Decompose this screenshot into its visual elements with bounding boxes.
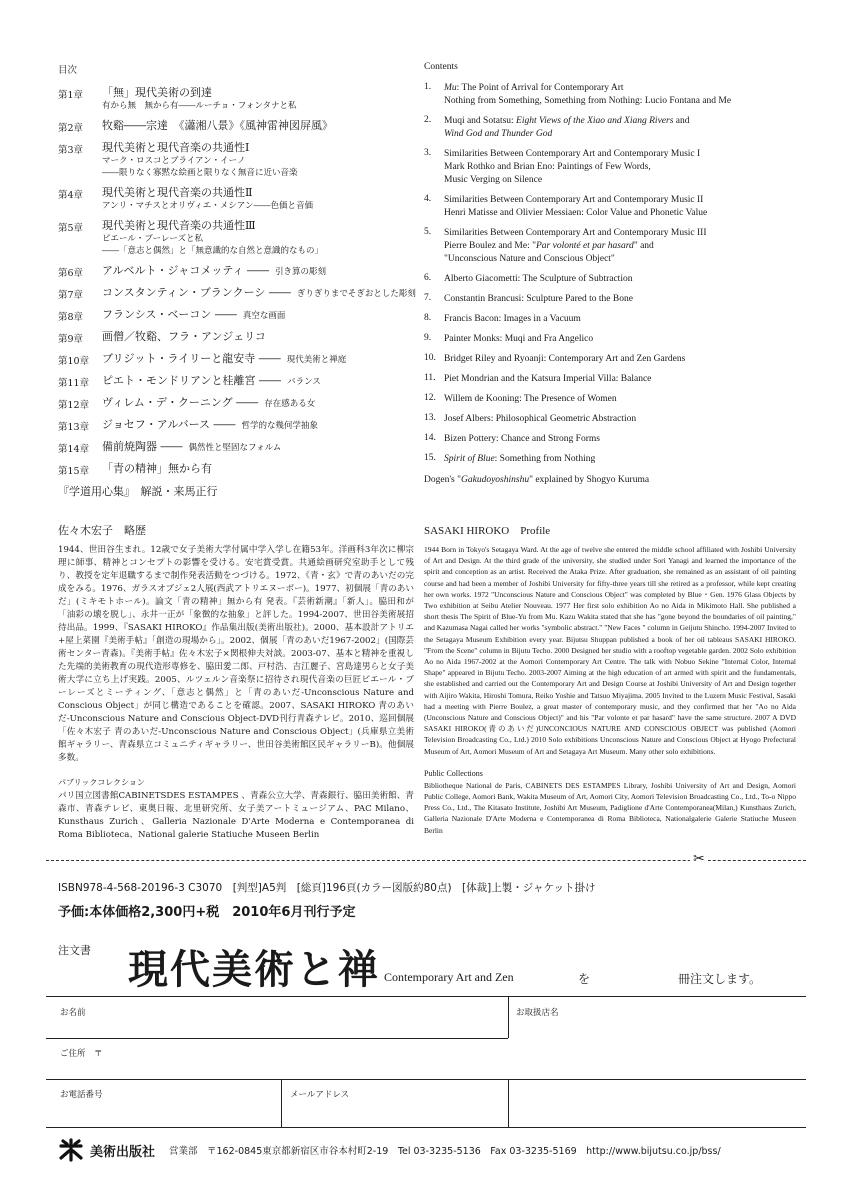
toc-ja-chapter-title: [102, 119, 418, 133]
toc-en-closing-title: Gakudoyoshinshu: [461, 475, 530, 485]
toc-ja-entry: [58, 86, 418, 112]
profile-ja-text: 1944、世田谷生まれ。12歳で女子美術大学付属中学入学し在籍53年。洋画科3年次に柳宗理に師事、精神とコンセプトの影響を受ける。安宅賞受賞。共通絵画研究室助手として残り、教授を定年退職するまで制作発表活動をつづける。1972、《青・玄》で青のあいだの完成をみる。1976、ガラスオブジェ2人展(西武アトリエヌーボー)。1977、初個展「青のあいだ」(ミキモトホール)。論文「青の精神」無から有 発表。『芸術新潮』「新人」。脇田和が「油彩の壊を脱し」、永井一正が「象徴的な抽象」と評した。1994-2007、世田谷美術展招待出品。1999、『SASAKI HIROKO』作品集出版(美術出版社)。2000、基本設計アトリエ+屋上菜園『美術手帖』「創造の現場から」。2002、個展「青のあいだ1967-2002」(国際芸術センター青森)。『美術手帖』佐々木宏子×関根伸夫対談。2003-07、基本と精神を重視した先端的美術教育の現代造形専修を、脇田愛二郎、戸村浩、吉江麗子、宮島達男らと女子美術大学に立ち上げ実践。2005、ルツェルン音楽祭に招待され現代音楽の巨匠ピエール・ブーレーズとミーティング、「意志と偶然」と「青のあいだ-Unconscious Nature and Conscious Object」が同じ構造であることを確認。2007、SASAKI HIROKO 青のあいだ-Unconscious Nature and Conscious Object-DVD刊行青森テレビ。2010、巡回個展「佐々木宏子 青のあいだ-Unconscious Nature and Conscious Object」(兵庫県立美術館ギャラリー、青森県立コミュニティギャラリー、世田谷美術館区民ギャラリーB)。他個展多数。: [58, 545, 414, 763]
publisher-footer: [58, 1138, 721, 1162]
toc-en-text: " and: [633, 241, 654, 251]
toc-en-line: [444, 194, 804, 207]
toc-ja-chapter-number: 第7章: [58, 290, 84, 301]
toc-ja-chapter-number: 第1章: [58, 90, 84, 101]
price-line: 予価:本体価格2,300円+税 2010年6月刊行予定: [58, 905, 356, 920]
toc-ja-chapter-number: 第10章: [58, 356, 90, 367]
toc-ja-chapter-title: [102, 186, 418, 200]
collection-en-text: Bibliotheque National de Paris, CABINETS DES ESTAMPES Library, Joshibi University of Art and Design, Aomori Public College, Aomori Bank, Wakita Museum of Art, Aomori City, Aomori Television Broadcasting Co., Ltd., To-o Nippo Press Co., Ltd., The Kitasato Institute, Joshibi Art Museum, Padiglione d'Arte Contemporanea(Milan,) Kunsthaus Zurich, Galleria Nazionale D'Arte Moderna e Contemporanea di Roma Biblioteca, Nationalgalerie Galerie Statiuche Museen Berlin: [424, 780, 796, 835]
toc-en-chapter-number: 7.: [424, 293, 432, 303]
toc-ja-chapter-number: 第2章: [58, 123, 84, 134]
toc-en-line: [444, 227, 804, 240]
toc-en-chapter-number: 10.: [424, 353, 436, 363]
toc-ja-chapter-subtitle: 現代美術と禅庭: [286, 355, 347, 365]
toc-ja-chapter-number: 第15章: [58, 466, 90, 477]
toc-ja-entry: [58, 219, 418, 257]
toc-en-line: [444, 161, 804, 174]
toc-en-text: Painter Monks: Muqi and Fra Angelico: [444, 334, 594, 344]
toc-en-entry: [424, 313, 804, 326]
toc-en-text: Mu: [444, 83, 457, 93]
toc-ja-chapter-title: [102, 396, 418, 411]
toc-en-line: [444, 453, 804, 466]
toc-ja-chapter-subtitle: マーク・ロスコとブライアン・イーノ: [102, 156, 246, 166]
toc-en-text: Wind God and Thunder God: [444, 129, 553, 139]
toc-en-entry: [424, 393, 804, 406]
toc-en-closing: [424, 474, 804, 487]
toc-ja-chapter-title-text: フランシス・ベーコン ――: [102, 308, 237, 321]
toc-en-entry: [424, 148, 804, 187]
profile-en-text: 1944 Born in Tokyo's Setagaya Ward. At the age of twelve she entered the middle school affiliated with Joshibi University of Art and Design. At the third grade of the university, she studied under Sori Yanagi and learned the importance of the spirit and conception as an artist. Received the Ataka Prize. After graduation, she remained as an assistant of oil painting course and had been a member of Joshibi University for fifty-three years till she retired as a professor, while kept creating her own works. 1972 "Unconscious Nature and Conscious Object" was completed by Blue・Gen. 1976 Glass Objects by Two exhibition at Seibu Atelier Nouveau. 1977 Her first solo exhibition Ao no Aida in Mikimoto Hall. She published a short thesis The Spirit of Blue-Yu from Mu. Kazu Wakita stated that she has "gone beyond the boundaries of oil painting," and Kazumasa Nagai called her works "symbolic abstract." "New Faces " column in Geijutu Shincho. 1994-2007 Invited to the Setagaya Museum Exhibition every year. Bijutsu Shuppan published a book of her oil tableaus SASAKI HIROKO. "From the Scene" column in Bijutu Techo. 2000 Designed her studio with a rooftop vegetable garden. 2002 Solo exhibition Ao no Aida 1967-2002 at the Aomori Contemporary Art Centre. The talk with Nobuo Sekine "Internal Color, Internal Shape" appeared in Bijutu Techo. 2003-2007 Aiming at the high education of art armed with spirit and the fundamentals, she established and carried out the Contemporary Art and Design Course at Joshibi University of Art and Design together with Aijiro Wakita, Hiroshi Tomura, Reiko Yoshie and Tatsuo Miyajima. 2005 Invited to the Luzern Music Festival, Sasaki had a meeting with Pierre Boulez, a great master of contemporary music, and they confirmed that her "Ao no Aida (Unconscious Nature and Conscious Object)" and his "Par volonte et par hasard" have the same structure. 2007 A DVD SASAKI HIROKO(青のあいだ)UNCONCIOUS NATURE AND CONSCIOUS OBJECT was published (Aomori Television Broadcasting Co., Ltd.) 2010 Solo exhibitions Unconscious Nature and Conscious Object at Hyogo Prefectural Museum of Art, Aomori Museum of Art and Setagaya Art Museum. Many other solo exhibitions.: [424, 545, 796, 756]
toc-ja-chapter-number: 第8章: [58, 312, 84, 323]
toc-ja-chapter-subtitle: 偶然性と堅固なフォルム: [188, 443, 282, 453]
toc-ja-entry: [58, 141, 418, 179]
toc-en-text: Francis Bacon: Images in a Vacuum: [444, 314, 581, 324]
toc-ja-entry: [58, 330, 418, 345]
phone-field[interactable]: お電話番号: [60, 1090, 103, 1100]
toc-en-text: Par volonté et par hasard: [536, 241, 634, 251]
toc-ja-entry: [58, 418, 418, 433]
toc-en-text: Nothing from Something, Something from Nothing: Lucio Fontana and Me: [444, 96, 732, 106]
toc-ja-chapter-title-text: 現代美術と現代音楽の共通性Ⅲ: [102, 219, 256, 232]
toc-en-line: [444, 115, 804, 128]
toc-en-line: [444, 240, 804, 253]
order-form-label: 注文書: [58, 944, 91, 957]
toc-en-line: [444, 253, 804, 266]
toc-en-entry: [424, 353, 804, 366]
toc-en-line: [444, 82, 804, 95]
toc-ja-entry: [58, 374, 418, 389]
name-field[interactable]: お名前: [60, 1008, 86, 1018]
toc-en-chapter-number: 9.: [424, 333, 432, 343]
toc-en-line: [444, 148, 804, 161]
shop-name-field[interactable]: お取扱店名: [516, 1008, 559, 1018]
toc-en-text: and: [673, 116, 690, 126]
toc-en-chapter-number: 13.: [424, 413, 436, 423]
toc-ja-chapter-title-text: 備前焼陶器 ――: [102, 440, 183, 453]
toc-ja-chapter-title: [102, 418, 418, 433]
toc-ja-entry: [58, 308, 418, 323]
toc-ja-chapter-title-text: 牧谿――宗達 《瀟湘八景》《風神雷神図屏風》: [102, 119, 333, 132]
toc-en-chapter-number: 2.: [424, 115, 432, 125]
toc-en-text: Similarities Between Contemporary Art and Contemporary Music II: [444, 195, 704, 205]
email-field[interactable]: メールアドレス: [290, 1090, 350, 1100]
toc-ja-chapter-subtitle: ぎりぎりまでそぎおとした彫刻: [296, 289, 416, 299]
toc-en-chapter-number: 3.: [424, 148, 432, 158]
scissors-icon: ✂: [690, 851, 708, 867]
toc-ja-heading: 目次: [58, 65, 78, 76]
toc-ja-entry: [58, 119, 418, 134]
toc-ja-entry: [58, 352, 418, 367]
book-title: 現代美術と禅: [128, 946, 380, 993]
toc-en-line: [444, 413, 804, 426]
toc-ja-chapter-title: [102, 352, 418, 367]
toc-ja-chapter-title-text: 「無」現代美術の到達: [102, 86, 212, 99]
form-divider: [281, 1079, 282, 1127]
toc-en-chapter-number: 6.: [424, 273, 432, 283]
toc-en-entry: [424, 227, 804, 266]
toc-ja-chapter-subtitle: ――限りなく寡黙な絵画と限りなく無音に近い音楽: [102, 168, 298, 178]
profile-english: [424, 522, 796, 836]
profile-en-heading: SASAKI HIROKO Profile: [424, 525, 551, 537]
toc-en-chapter-number: 1.: [424, 82, 432, 92]
toc-ja-chapter-subtitle: アンリ・マチスとオリヴィエ・メシアン――色価と音価: [102, 201, 313, 211]
toc-ja-chapter-title: [102, 374, 418, 389]
toc-ja-chapter-title: [102, 141, 418, 155]
address-field[interactable]: ご住所 〒: [60, 1049, 103, 1059]
toc-en-chapter-number: 12.: [424, 393, 436, 403]
toc-ja-chapter-subtitle: ピエール・ブーレーズと私: [102, 234, 203, 244]
toc-en-text: Willem de Kooning: The Presence of Women: [444, 394, 617, 404]
toc-ja-chapter-number: 第9章: [58, 334, 84, 345]
toc-en-text: Spirit of Blue: [444, 454, 495, 464]
toc-ja-entry: [58, 440, 418, 455]
toc-en-text: Bizen Pottery: Chance and Strong Forms: [444, 434, 600, 444]
toc-ja-chapter-title: [102, 86, 418, 100]
toc-ja-chapter-title: [102, 462, 418, 476]
toc-ja-chapter-title-text: ブリジット・ライリーと龍安寺 ――: [102, 352, 281, 365]
toc-ja-chapter-subtitle: バランス: [287, 377, 321, 387]
toc-en-entry: [424, 273, 804, 286]
toc-japanese: [58, 62, 418, 499]
order-particle: を: [578, 972, 591, 986]
toc-en-text: Eight Views of the Xiao and Xiang Rivers: [516, 116, 674, 126]
toc-ja-chapter-number: 第14章: [58, 444, 90, 455]
toc-ja-chapter-title-text: 現代美術と現代音楽の共通性Ⅰ: [102, 141, 250, 154]
toc-ja-chapter-number: 第4章: [58, 190, 84, 201]
toc-en-line: [444, 273, 804, 286]
profile-ja-heading: 佐々木宏子 略歴: [58, 524, 146, 537]
collection-ja-heading: パブリックコレクション: [58, 778, 145, 787]
toc-ja-chapter-title-text: ピエト・モンドリアンと桂離宮 ――: [102, 374, 282, 387]
toc-en-heading: Contents: [424, 62, 458, 72]
toc-en-closing-a: Dogen's ": [424, 475, 461, 485]
toc-en-text: Henri Matisse and Olivier Messiaen: Color Value and Phonetic Value: [444, 208, 708, 218]
toc-ja-chapter-title: [102, 330, 418, 344]
toc-ja-chapter-title-text: 現代美術と現代音楽の共通性Ⅱ: [102, 186, 253, 199]
toc-ja-chapter-number: 第5章: [58, 223, 84, 234]
form-divider: [46, 1038, 508, 1039]
form-divider: [508, 1079, 509, 1127]
toc-en-line: [444, 353, 804, 366]
toc-ja-chapter-number: 第3章: [58, 145, 84, 156]
toc-en-chapter-number: 15.: [424, 453, 436, 463]
toc-ja-entry: [58, 396, 418, 411]
toc-en-text: Constantin Brancusi: Sculpture Pared to the Bone: [444, 294, 633, 304]
toc-ja-chapter-subtitle: 存在感ある女: [264, 399, 316, 409]
toc-en-entry: [424, 82, 804, 108]
toc-ja-chapter-subtitle: 哲学的な幾何学抽象: [241, 421, 319, 431]
toc-ja-chapter-title-text: 「青の精神」無から有: [102, 462, 212, 475]
toc-ja-entry: [58, 264, 418, 279]
toc-ja-chapter-number: 第11章: [58, 378, 90, 389]
toc-en-text: Music Verging on Silence: [444, 175, 543, 185]
form-divider: [46, 1079, 806, 1080]
toc-en-text: Similarities Between Contemporary Art and Contemporary Music III: [444, 228, 707, 238]
toc-ja-chapter-subtitle: 引き算の彫刻: [274, 267, 326, 277]
toc-ja-chapter-title: [102, 219, 418, 233]
toc-en-line: [444, 95, 804, 108]
form-divider: [508, 997, 509, 1038]
collection-en-heading: Public Collections: [424, 768, 483, 778]
toc-en-entry: [424, 293, 804, 306]
toc-en-line: [444, 433, 804, 446]
toc-en-line: [444, 313, 804, 326]
toc-ja-entry: [58, 186, 418, 212]
toc-en-text: : The Point of Arrival for Contemporary Art: [456, 83, 624, 93]
toc-en-line: [444, 128, 804, 141]
profile-japanese: [58, 522, 414, 842]
toc-en-entry: [424, 413, 804, 426]
toc-en-text: : Something from Nothing: [494, 454, 596, 464]
publisher-name: 美術出版社: [90, 1144, 156, 1160]
toc-ja-closing: 『学道用心集』 解説・来馬正行: [58, 485, 218, 498]
toc-en-entry: [424, 373, 804, 386]
toc-ja-chapter-title: [102, 286, 418, 301]
toc-ja-list: [58, 86, 418, 477]
toc-ja-chapter-subtitle: 有から無 無から有――ルーチョ・フォンタナと私: [102, 101, 297, 111]
toc-en-entry: [424, 453, 804, 466]
toc-en-entry: [424, 194, 804, 220]
toc-english: [424, 62, 804, 487]
book-title-english: Contemporary Art and Zen: [384, 970, 514, 984]
order-form: [46, 996, 806, 1128]
toc-ja-chapter-title: [102, 264, 418, 279]
toc-ja-entry: [58, 462, 418, 477]
toc-en-entry: [424, 115, 804, 141]
toc-ja-chapter-title-text: コンスタンティン・ブランクーシ ――: [102, 286, 291, 299]
toc-en-entry: [424, 433, 804, 446]
toc-en-text: Alberto Giacometti: The Sculpture of Subtraction: [444, 274, 633, 284]
publisher-logo-icon: [58, 1138, 84, 1162]
collection-ja-text: パリ国立図書館CABINETSDES ESTAMPES 、青森公立大学、青森銀行、脇田美術館、青森市、青森テレビ、東奥日報、北里研究所、女子美アートミュージアム、PAC Milano、Kunsthaus Zurich、Galleria Nazionale D'Arte Moderna e Contemporanea di Roma Biblioteca、National galerie Statiuche Museen Berlin: [58, 791, 414, 840]
toc-en-line: [444, 393, 804, 406]
toc-en-chapter-number: 11.: [424, 373, 436, 383]
toc-ja-chapter-number: 第12章: [58, 400, 90, 411]
toc-ja-chapter-number: 第6章: [58, 268, 84, 279]
toc-ja-chapter-number: 第13章: [58, 422, 90, 433]
toc-en-text: "Unconscious Nature and Conscious Object": [444, 254, 615, 264]
publisher-address: 営業部 〒162-0845東京都新宿区市谷本村町2-19 Tel 03-3235-5136 Fax 03-3235-5169 http://www.bijutsu.co.jp/bss/: [169, 1146, 721, 1157]
toc-en-chapter-number: 5.: [424, 227, 432, 237]
toc-ja-chapter-title-text: 画僧／牧谿、フラ・アンジェリコ: [102, 330, 266, 343]
toc-ja-chapter-title-text: ヴィレム・デ・クーニング ――: [102, 396, 259, 409]
toc-ja-chapter-subtitle: 真空な画面: [242, 311, 286, 321]
isbn-line: ISBN978-4-568-20196-3 C3070 [判型]A5判 [総頁]196頁(カラー図版約80点) [体裁]上製・ジャケット掛け: [58, 882, 596, 894]
toc-ja-chapter-title: [102, 440, 418, 455]
toc-en-text: Similarities Between Contemporary Art and Contemporary Music I: [444, 149, 701, 159]
toc-ja-chapter-title-text: ジョセフ・アルバース ――: [102, 418, 236, 431]
toc-en-list: [424, 82, 804, 466]
order-quantity-text: 冊注文します。: [678, 972, 762, 986]
toc-en-closing-c: " explained by Shogyo Kuruma: [529, 475, 650, 485]
toc-en-text: Muqi and Sotatsu:: [444, 116, 517, 126]
toc-en-chapter-number: 8.: [424, 313, 432, 323]
toc-en-line: [444, 293, 804, 306]
toc-en-chapter-number: 14.: [424, 433, 436, 443]
toc-en-entry: [424, 333, 804, 346]
toc-en-text: Josef Albers: Philosophical Geometric Abstraction: [444, 414, 637, 424]
toc-ja-chapter-title-text: アルベルト・ジャコメッティ ――: [102, 264, 269, 277]
toc-en-chapter-number: 4.: [424, 194, 432, 204]
toc-en-text: Piet Mondrian and the Katsura Imperial Villa: Balance: [444, 374, 652, 384]
toc-ja-chapter-subtitle: ――「意志と偶然」と「無意識的な自然と意識的なもの」: [102, 246, 324, 256]
toc-en-text: Bridget Riley and Ryoanji: Contemporary Art and Zen Gardens: [444, 354, 686, 364]
toc-en-line: [444, 174, 804, 187]
toc-ja-chapter-title: [102, 308, 418, 323]
toc-en-line: [444, 333, 804, 346]
toc-ja-entry: [58, 286, 418, 301]
toc-en-line: [444, 373, 804, 386]
toc-en-text: Mark Rothko and Brian Eno: Paintings of Few Words,: [444, 162, 651, 172]
toc-en-line: [444, 207, 804, 220]
toc-en-text: Pierre Boulez and Me: ": [444, 241, 536, 251]
